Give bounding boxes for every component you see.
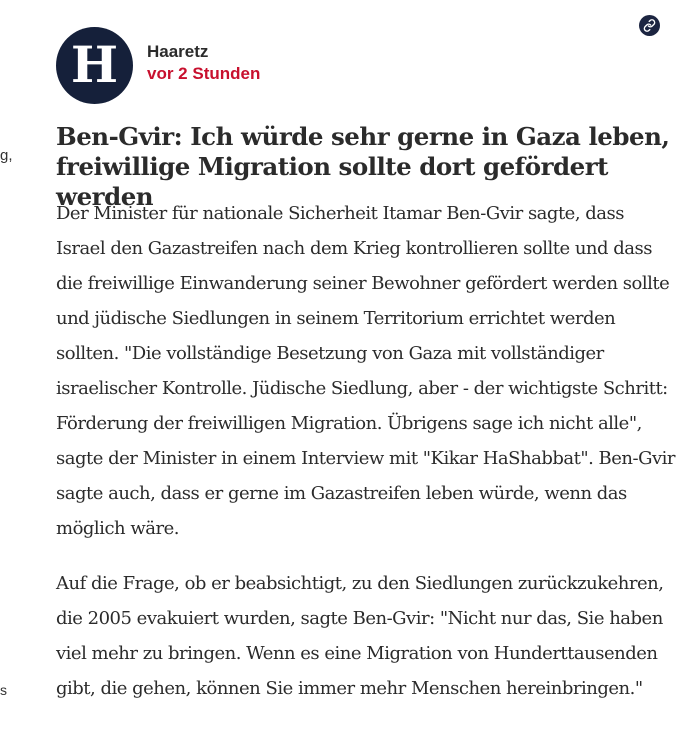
link-icon bbox=[643, 19, 656, 32]
post-headline: Ben-Gvir: Ich würde sehr gerne in Gaza leben, freiwillige Migration sollte dort gefördert werden bbox=[56, 122, 670, 211]
source-name[interactable]: Haaretz bbox=[147, 41, 209, 61]
logo-letter: H bbox=[70, 34, 119, 94]
post-header bbox=[56, 27, 260, 104]
post-meta bbox=[147, 41, 260, 85]
post-body bbox=[56, 196, 676, 706]
copy-link-button[interactable] bbox=[639, 15, 660, 36]
left-edge-text-fragment-bottom: s bbox=[0, 682, 7, 698]
post-time: vor 2 Stunden bbox=[147, 63, 261, 83]
haaretz-logo[interactable] bbox=[56, 27, 133, 104]
left-edge-text-fragment: g, bbox=[0, 147, 13, 164]
body-paragraph-1: Der Minister für nationale Sicherheit Itamar Ben-Gvir sagte, dass Israel den Gazastreifen nach dem Krieg kontrollieren sollte und dass die freiwillige Einwanderung seiner Bewohner gefördert werden sollte und jüdische Siedlungen in seinem Territorium errichtet werden sollten. "Die vollständige Besetzung von Gaza mit vollständiger israelischer Kontrolle. Jüdische Siedlung, aber - der wichtigste Schritt: Förderung der freiwilligen Migration. Übrigens sage ich nicht alle", sagte der Minister in einem Interview mit "Kikar HaShabbat". Ben-Gvir sagte auch, dass er gerne im Gazastreifen leben würde, wenn das möglich wäre. bbox=[56, 203, 676, 539]
body-paragraph-2: Auf die Frage, ob er beabsichtigt, zu den Siedlungen zurückzukehren, die 2005 evakuiert wurden, sagte Ben-Gvir: "Nicht nur das, Sie haben viel mehr zu bringen. Wenn es eine Migration von Hunderttausenden gibt, die gehen, können Sie immer mehr Menschen hereinbringen." bbox=[56, 573, 664, 699]
